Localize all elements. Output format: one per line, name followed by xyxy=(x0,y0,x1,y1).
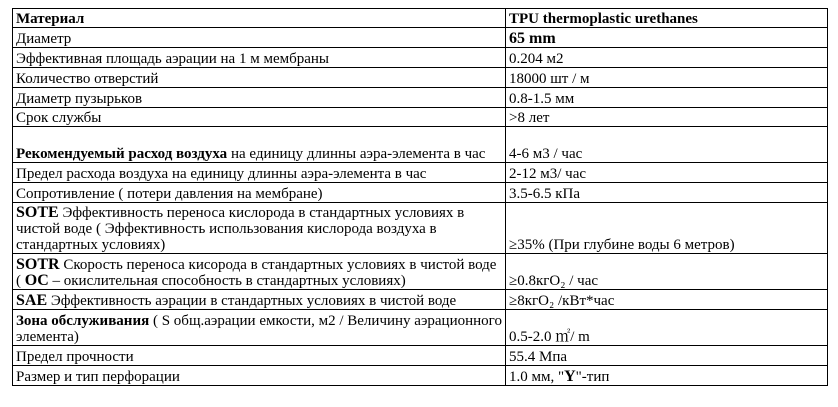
table-row xyxy=(13,310,828,346)
spec-table xyxy=(12,8,828,386)
row-param xyxy=(13,310,506,346)
row-param: Диаметр пузырьков xyxy=(13,88,506,108)
row-value: 18000 шт / м xyxy=(506,68,828,88)
table-row xyxy=(13,290,828,310)
row-param: Предел прочности xyxy=(13,346,506,366)
table-row xyxy=(13,88,828,108)
row-value: 0.8-1.5 мм xyxy=(506,88,828,108)
row-value: 0.204 м2 xyxy=(506,48,828,68)
row-param: Размер и тип перфорации xyxy=(13,366,506,386)
row-param xyxy=(13,203,506,254)
row-value-post: "-тип xyxy=(575,369,610,385)
row-param-term: Зона обслуживания xyxy=(16,313,150,329)
row-param: Срок службы xyxy=(13,108,506,127)
table-row xyxy=(13,68,828,88)
row-param: Предел расхода воздуха на единицу длинны аэра-элемента в час xyxy=(13,163,506,183)
row-param-text: ( S общ.аэрации емкости, м2 / Величину аэрационного элемента) xyxy=(16,313,502,345)
row-value-type: Y xyxy=(564,368,576,385)
row-value: 2-12 м3/ час xyxy=(506,163,828,183)
row-value: ≥0.8кгО₂ / час xyxy=(506,254,828,290)
row-value: >8 лет xyxy=(506,108,828,127)
row-param-text: Эффективность переноса кислорода в стандартных условиях в чистой воде ( Эффективность использования кислорода воздуха в стандартных условиях) xyxy=(16,205,465,253)
row-param-term: SOTR xyxy=(16,256,60,273)
header-value: TPU thermoplastic urethanes xyxy=(506,9,828,28)
table-row xyxy=(13,28,828,48)
table-row xyxy=(13,203,828,254)
row-param-text: на единицу длинны аэра-элемента в час xyxy=(227,146,486,162)
row-value: ≥35% (При глубине воды 6 метров) xyxy=(506,203,828,254)
table-row xyxy=(13,163,828,183)
row-param-text: Эффективность аэрации в стандартных условиях в чистой воде xyxy=(47,293,457,309)
row-value: 4-6 м3 / час xyxy=(506,127,828,163)
table-row xyxy=(13,183,828,203)
table-row xyxy=(13,108,828,127)
row-value xyxy=(506,366,828,386)
row-value: 0.5-2.0 ㎡/ m xyxy=(506,310,828,346)
table-header-row xyxy=(13,9,828,28)
row-param-text: Скорость переноса кисорода в стандартных условиях в чистой воде ( xyxy=(16,257,497,289)
row-param-term: SAE xyxy=(16,292,48,309)
header-param: Материал xyxy=(13,9,506,28)
table-row xyxy=(13,48,828,68)
row-value: 55.4 Мпа xyxy=(506,346,828,366)
row-value-pre: 1.0 мм, " xyxy=(509,369,565,385)
table-row xyxy=(13,127,828,163)
row-param: Сопротивление ( потери давления на мембране) xyxy=(13,183,506,203)
table-row xyxy=(13,366,828,386)
row-param xyxy=(13,290,506,310)
row-param xyxy=(13,127,506,163)
spec-table-container xyxy=(12,8,827,386)
row-param-text-rest: – окислительная способность в стандартных условиях) xyxy=(48,273,406,289)
row-value: ≥8кгО₂ /кВт*час xyxy=(506,290,828,310)
table-row xyxy=(13,254,828,290)
table-row xyxy=(13,346,828,366)
row-param: Количество отверстий xyxy=(13,68,506,88)
row-param-term: Рекомендуемый расход воздуха xyxy=(16,146,228,162)
row-param: Диаметр xyxy=(13,28,506,48)
row-param: Эффективная площадь аэрации на 1 м мембраны xyxy=(13,48,506,68)
row-param-term: SOTE xyxy=(16,204,59,221)
row-param-term-oc: OC xyxy=(24,272,49,289)
row-param xyxy=(13,254,506,290)
row-value: 65 mm xyxy=(506,28,828,48)
row-value: 3.5-6.5 кПа xyxy=(506,183,828,203)
